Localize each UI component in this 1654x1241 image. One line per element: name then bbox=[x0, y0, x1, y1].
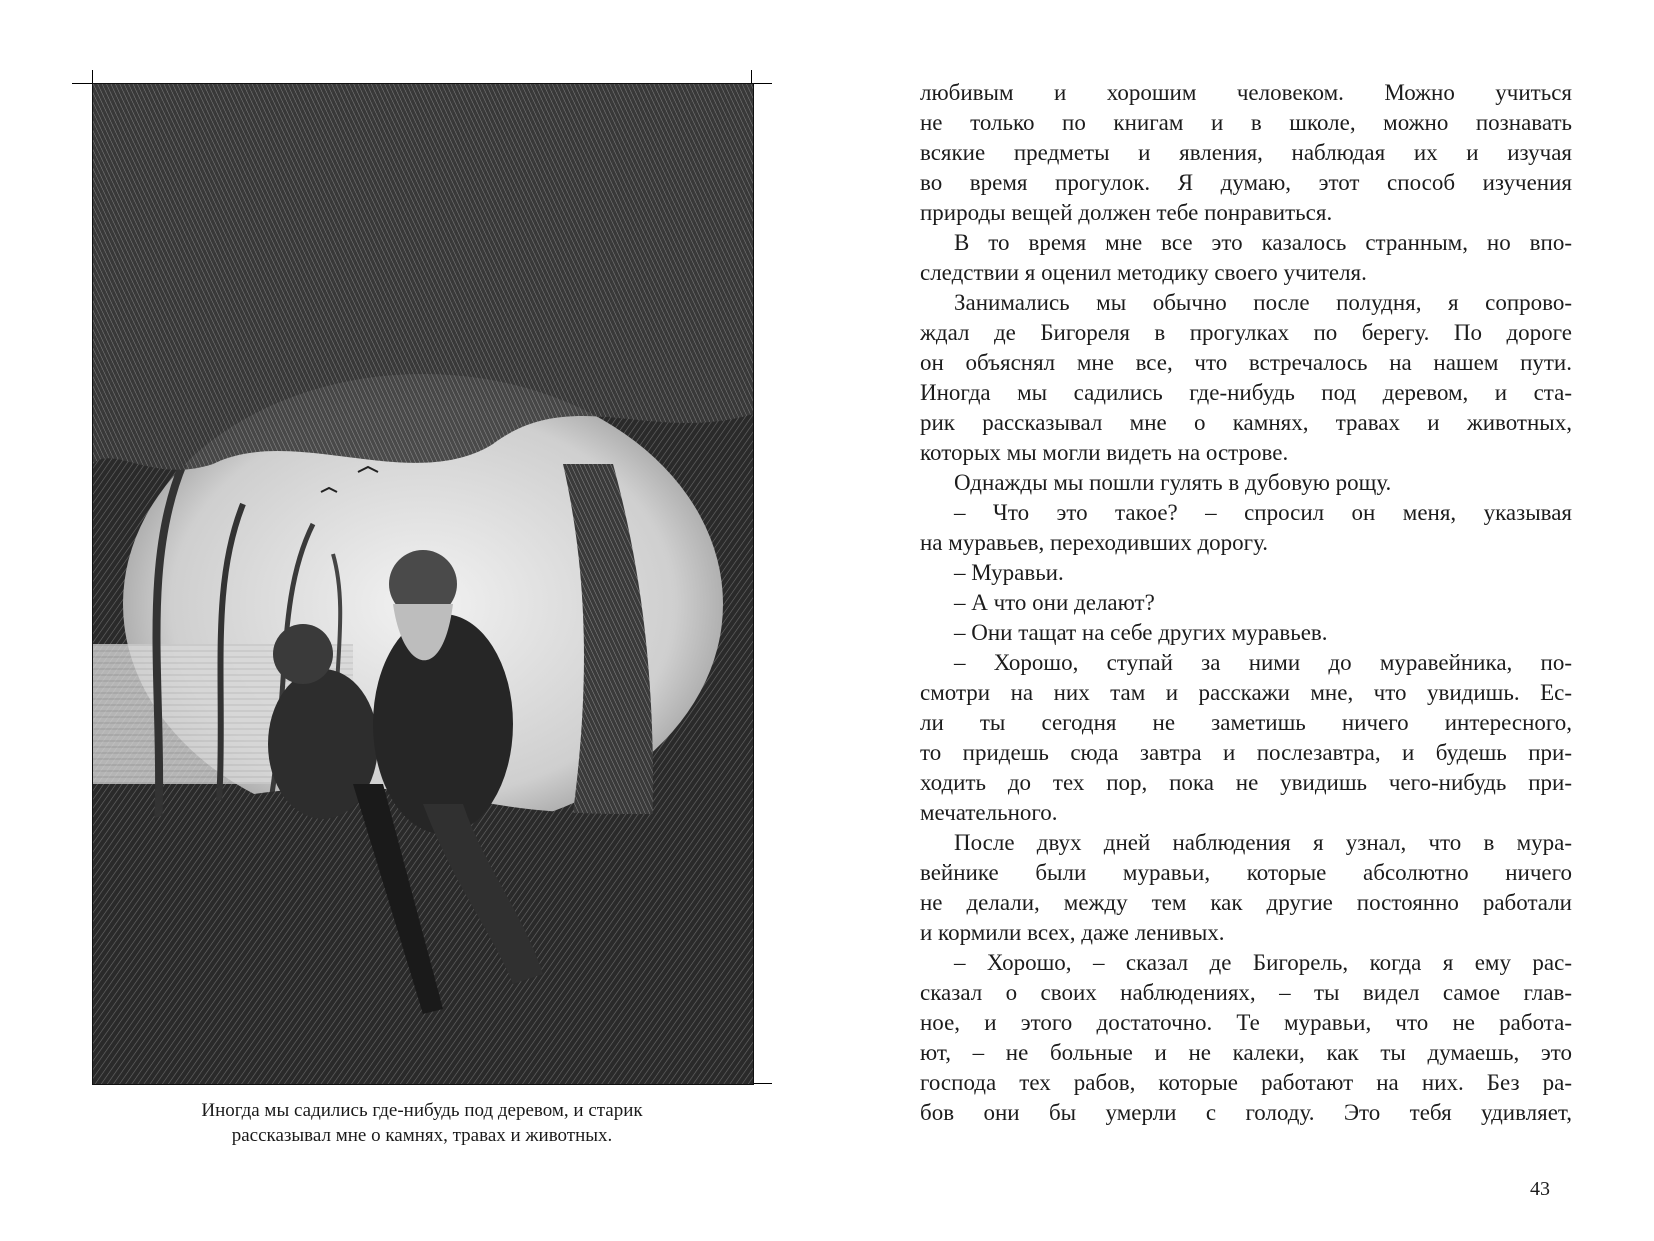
text-line: смотри на них там и расскажи мне, что увидишь. Ес- bbox=[920, 680, 1572, 705]
text-line: вейнике были муравьи, которые абсолютно ничего bbox=[920, 860, 1572, 885]
text-line: ли ты сегодня не заметишь ничего интересного, bbox=[920, 710, 1572, 735]
text-line: любивым и хорошим человеком. Можно учиться bbox=[920, 80, 1572, 105]
text-line: рик рассказывал мне о камнях, травах и животных, bbox=[920, 410, 1572, 435]
text-line: на муравьев, переходивших дорогу. bbox=[920, 530, 1269, 555]
text-line: природы вещей должен тебе понравиться. bbox=[920, 200, 1333, 225]
text-line: во время прогулок. Я думаю, этот способ изучения bbox=[920, 170, 1572, 195]
text-line: – Они тащат на себе других муравьев. bbox=[954, 620, 1328, 645]
engraving-image bbox=[92, 83, 754, 1085]
text-line: Занимались мы обычно после полудня, я сопрово- bbox=[954, 290, 1572, 315]
illustration-caption bbox=[92, 1098, 752, 1148]
text-line: он объяснял мне все, что встречалось на нашем пути. bbox=[920, 350, 1572, 375]
text-line: ходить до тех пор, пока не увидишь чего-нибудь при- bbox=[920, 770, 1572, 795]
text-line: мечательного. bbox=[920, 800, 1058, 825]
text-line: – А что они делают? bbox=[954, 590, 1155, 615]
body-text bbox=[920, 78, 1572, 1128]
text-line: всякие предметы и явления, наблюдая их и изучая bbox=[920, 140, 1572, 165]
text-line: и кормили всех, даже ленивых. bbox=[920, 920, 1225, 945]
text-line: господа тех рабов, которые работают на них. Без ра- bbox=[920, 1070, 1572, 1095]
text-line: После двух дней наблюдения я узнал, что в мура- bbox=[954, 830, 1572, 855]
text-line: – Муравьи. bbox=[954, 560, 1064, 585]
crop-mark bbox=[752, 1083, 772, 1084]
text-line: – Что это такое? – спросил он меня, указывая bbox=[954, 500, 1572, 525]
caption-line: Иногда мы садились где-нибудь под деревом, и старик bbox=[201, 1100, 643, 1121]
text-line: – Хорошо, – сказал де Бигорель, когда я ему рас- bbox=[954, 950, 1572, 975]
text-line: не делали, между тем как другие постоянно работали bbox=[920, 890, 1572, 915]
text-line: бов они бы умерли с голоду. Это тебя удивляет, bbox=[920, 1100, 1572, 1125]
text-line: ное, и этого достаточно. Те муравьи, что не работа- bbox=[920, 1010, 1572, 1035]
text-line: Иногда мы садились где-нибудь под деревом, и ста- bbox=[920, 380, 1572, 405]
text-line: сказал о своих наблюдениях, – ты видел самое глав- bbox=[920, 980, 1572, 1005]
crop-mark bbox=[92, 70, 93, 83]
text-line: ждал де Бигореля в прогулках по берегу. По дороге bbox=[920, 320, 1572, 345]
caption-line: рассказывал мне о камнях, травах и животных. bbox=[231, 1125, 613, 1146]
crop-mark bbox=[72, 83, 92, 84]
text-line: ют, – не больные и не калеки, как ты думаешь, это bbox=[920, 1040, 1572, 1065]
page-number: 43 bbox=[1530, 1178, 1550, 1200]
engraving-old-man-and-boy-under-trees-image bbox=[93, 84, 753, 1084]
text-line: которых мы могли видеть на острове. bbox=[920, 440, 1289, 465]
text-line: то придешь сюда завтра и послезавтра, и будешь при- bbox=[920, 740, 1572, 765]
text-line: – Хорошо, ступай за ними до муравейника, по- bbox=[954, 650, 1572, 675]
text-line: В то время мне все это казалось странным, но впо- bbox=[954, 230, 1572, 255]
text-line: Однажды мы пошли гулять в дубовую рощу. bbox=[954, 470, 1392, 495]
crop-mark bbox=[751, 70, 752, 83]
text-line: следствии я оценил методику своего учителя. bbox=[920, 260, 1367, 285]
crop-mark bbox=[752, 83, 772, 84]
illustration bbox=[92, 83, 752, 1083]
text-line: не только по книгам и в школе, можно познавать bbox=[920, 110, 1572, 135]
